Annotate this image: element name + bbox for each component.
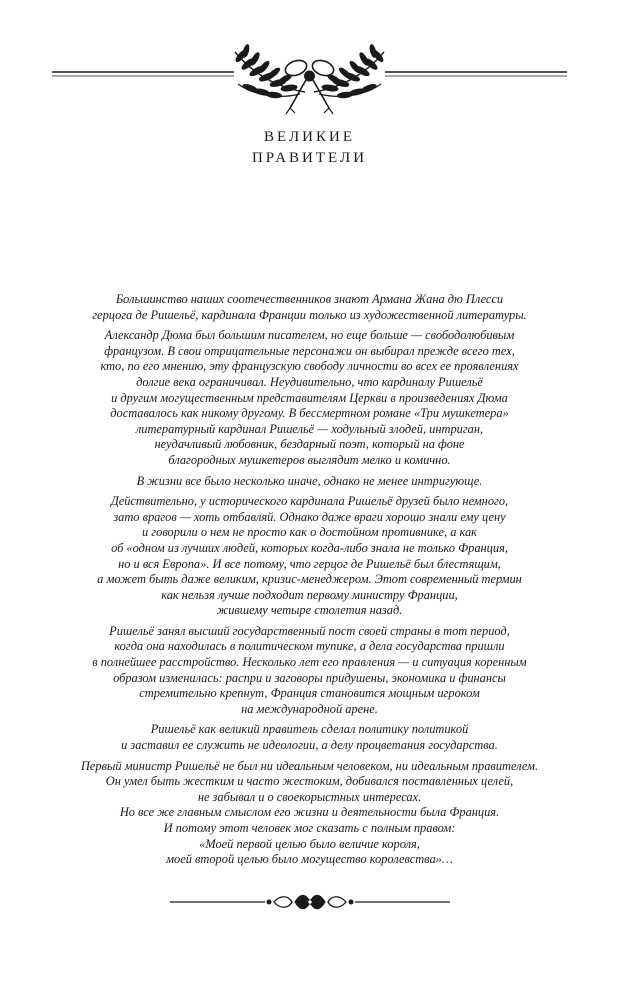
laurel-wreath-ornament	[0, 28, 619, 118]
paragraph	[78, 328, 541, 468]
text-line: Он умел быть жестким и часто жестоким, добивался поставленных целей,	[105, 774, 514, 789]
divider-ornament	[170, 891, 450, 913]
text-line: моей второй целью было могущество королевства»…	[166, 852, 453, 867]
text-line: Но все же главным смыслом его жизни и деятельности была Франция.	[119, 805, 500, 820]
text-line: литературный кардинал Ришельё — ходульный злодей, интриган,	[135, 421, 484, 436]
text-line: Большинство наших соотечественников знают Армана Жана дю Плесси	[115, 292, 504, 306]
right-laurel-branch	[314, 44, 384, 98]
text-line: как нельзя лучше подходит первому министру Франции,	[161, 587, 458, 602]
text-line: Первый министр Ришельё не был ни идеальным человеком, ни идеальным правителем.	[80, 758, 539, 773]
text-line: и другим могущественным представителям Церкви в произведениях Дюма	[111, 390, 508, 405]
preface-text	[78, 292, 541, 873]
text-line: и говорили о нем не просто как о достойном противнике, а как	[142, 525, 477, 540]
text-line: на международной арене.	[241, 701, 378, 716]
text-line: и заставил ее служить не идеологии, а делу процветания государства.	[121, 738, 498, 753]
paragraph	[78, 722, 541, 753]
text-line: а может быть даже великим, кризис-менеджером. Этот современный термин	[97, 572, 522, 587]
text-line: благородных мушкетеров выглядит мелко и комично.	[168, 452, 451, 467]
text-line: об «одном из лучших людей, которых когда-либо знала не только Франция,	[111, 540, 508, 555]
text-line: Александр Дюма был большим писателем, но еще больше — свободолюбивым	[104, 328, 515, 343]
text-line: зато врагов — хоть отбавляй. Однако даже враги хорошо знали ему цену	[113, 509, 506, 524]
paragraph	[78, 292, 541, 323]
text-line: Ришельё как великий правитель сделал политику политикой	[150, 722, 469, 737]
paragraph	[78, 474, 541, 490]
title-line: ВЕЛИКИЕ	[264, 129, 355, 145]
text-line: французом. В свои отрицательные персонажи он выбирал прежде всего тех,	[104, 343, 515, 358]
text-line: «Моей первой целью было величие короля,	[199, 836, 420, 851]
text-line: долгие века ограничивал. Неудивительно, что кардиналу Ришельё	[136, 374, 483, 389]
text-line: И потому этот человек мог сказать с полным правом:	[163, 821, 456, 835]
text-line: Ришельё занял высший государственный пост своей страны в тот период,	[109, 623, 510, 638]
text-line: Действительно, у исторического кардинала Ришельё друзей было немного,	[110, 494, 509, 509]
text-line: но и вся Европа». И все потому, что герцог де Ришельё был блестящим,	[118, 556, 501, 571]
text-line: кто, по его мнению, эту французскую свободу личности во всех ее проявлениях	[100, 359, 519, 374]
text-line: герцога де Ришельё, кардинала Франции только из художественной литературы.	[92, 307, 527, 322]
text-line: не забывал и о своекорыстных интересах.	[197, 789, 422, 804]
paragraph	[78, 759, 541, 868]
text-line: неудачливый любовник, бездарный поэт, который на фоне	[154, 437, 465, 452]
text-line: стремительно крепнут, Франция становится мощным игроком	[139, 686, 480, 701]
left-laurel-branch	[235, 44, 305, 98]
text-line: жившему четыре столетия назад.	[216, 603, 403, 618]
text-line: образом изменилась: распри и заговоры придушены, экономика и финансы	[113, 670, 506, 685]
text-line: в полнейшее расстройство. Несколько лет его правления — и ситуация коренным	[92, 655, 527, 670]
page-title	[0, 127, 619, 169]
paragraph	[78, 624, 541, 718]
text-line: доставалось как никому другому. В бессмертном романе «Три мушкетера»	[110, 406, 509, 421]
text-line: В жизни все было несколько иначе, однако не менее интригующе.	[136, 473, 483, 488]
title-line: ПРАВИТЕЛИ	[251, 150, 368, 166]
text-line: когда она находилась в политическом тупике, а дела государства пришли	[114, 639, 505, 654]
paragraph	[78, 494, 541, 619]
